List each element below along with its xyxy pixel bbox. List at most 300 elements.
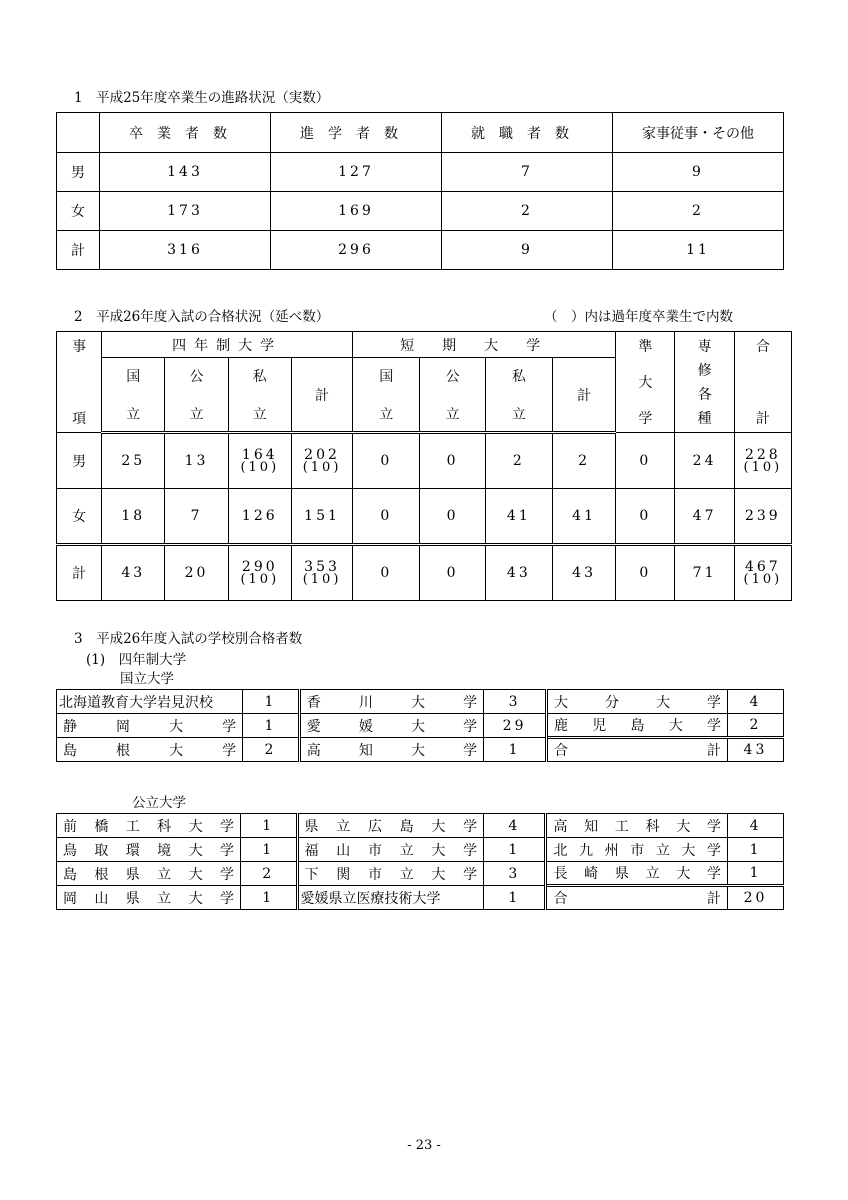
school-name [57,862,241,886]
name-char: 知 [584,818,599,835]
cell: 316 [100,231,271,270]
cell-value: 0 [446,565,459,581]
cell [291,545,352,601]
school-count: 4 [484,814,546,838]
cell [165,489,228,545]
cell: 143 [100,153,271,192]
name-char: 島 [63,866,77,883]
cell [102,545,165,601]
name-char: 学 [463,694,478,711]
name-char: 学 [463,742,478,759]
cell [552,545,615,601]
name-char: 学 [222,718,237,735]
sub-national-2: 立 [126,406,141,423]
cell-value: 18 [121,508,146,524]
name-char: 学 [707,866,722,882]
row-label: 計 [57,231,100,270]
name-char: 沢 [185,694,199,711]
section1-heading: 1 平成25年度卒業生の進路状況（実数） [74,90,330,106]
cell [552,433,615,489]
cell-value: 43 [121,565,146,581]
cell-value: 41 [506,508,531,524]
header-further-study: 進学者数 [271,113,442,153]
cell-value: 0 [446,508,459,524]
cell-value: 2 [512,453,525,469]
cell: 296 [271,231,442,270]
col-sen-4: 種 [697,411,712,427]
cell-value: 164 [241,447,278,463]
cell-value: 24 [692,452,717,469]
name-char: 県 [328,890,343,907]
name-char: 立 [655,842,670,859]
cell [102,433,165,489]
name-char: 市 [630,842,645,859]
name-char: 学 [463,842,478,859]
name-char: 根 [94,866,109,883]
school-count: 1 [484,738,547,762]
school-name-text [547,863,727,883]
cell-value: 0 [380,453,393,469]
sub-private-2: 立 [252,406,267,423]
cell-value: 353 [304,559,340,575]
section2-heading: 2 平成26年度入試の合格状況（延べ数） [74,309,330,325]
name-char: 工 [614,818,629,835]
school-count: 1 [484,886,546,910]
school-count: 3 [484,690,547,714]
cell [228,489,291,545]
name-char: 療 [370,890,385,907]
cell-value: 126 [241,508,278,524]
name-char: 大 [188,842,203,859]
name-char: 県 [125,866,140,883]
sub-total: 計 [291,358,352,433]
name-char: 島 [63,742,77,759]
name-char: 岡 [116,718,131,735]
group-junior-college: 短期大学 [353,332,616,358]
cell [420,545,485,601]
cell: 9 [613,153,784,192]
school-name [57,814,241,838]
name-char: 分 [604,694,619,711]
name-char: 前 [63,818,77,835]
cell [165,545,228,601]
cell [102,489,165,545]
name-char: 橋 [94,818,109,835]
name-char: 科 [645,818,660,835]
school-name-text [57,816,240,836]
school-name-text [548,715,727,735]
cell [353,433,420,489]
cell-paren: (10) [240,572,280,587]
school-count: 1 [243,714,300,738]
name-char: 工 [125,818,140,835]
cell [353,545,420,601]
cell [485,433,552,489]
cell: 2 [613,192,784,231]
sub-national-1: 国 [126,368,141,385]
name-char: 大 [655,694,670,711]
cell-value: 47 [692,508,717,524]
cell-paren: (10) [302,460,342,475]
name-char: 島 [630,718,645,734]
sub-private-1: 私 [252,368,267,385]
public-univ-label: 公立大学 [132,795,186,811]
name-char: 香 [306,694,321,711]
name-char: 大 [188,866,203,883]
corner-cell [57,113,100,153]
name-char: 大 [431,866,446,883]
name-char: 学 [219,866,234,883]
cell-paren: (10) [743,459,783,475]
section2-note: （ ）内は過年度卒業生で内数 [544,309,733,325]
school-count: 4 [727,690,783,714]
sub-public-2: 立 [445,406,460,423]
school-name [546,838,728,862]
name-char: 大 [188,890,203,907]
name-char: 境 [157,842,172,859]
school-count: 1 [241,814,298,838]
name-char: 川 [358,694,373,711]
national-univ-label: 国立大学 [120,671,174,687]
cell [420,433,485,489]
name-char: 北 [553,842,568,859]
cell [675,545,734,601]
name-char: 学 [426,890,441,907]
name-char: 知 [358,742,373,759]
name-char: 県 [125,890,140,907]
cell [291,489,352,545]
col-total [734,332,791,433]
school-count: 1 [484,838,546,862]
name-char: 教 [101,694,115,711]
name-char: 技 [384,890,399,907]
name-char: 市 [367,842,382,859]
cell-value: 7 [190,508,203,524]
cell-value: 20 [184,565,209,581]
total-label [547,738,728,762]
school-count: 20 [728,886,784,910]
sub-public-1: 公 [189,368,204,385]
cell [734,545,791,601]
school-name-text [299,864,484,884]
school-name-text [299,816,484,836]
cell [734,433,791,489]
cell [291,433,352,489]
name-char: 学 [706,718,721,734]
school-name [57,838,241,862]
corner-cell [57,332,102,433]
name-char: 下 [304,866,319,883]
name-char: 立 [399,866,414,883]
cell [675,433,734,489]
school-name-text [547,840,727,860]
name-char: 育 [115,694,129,711]
cell-value: 0 [639,565,652,581]
name-char: 学 [219,842,234,859]
cell [228,433,291,489]
name-char: 市 [367,866,382,883]
cell: 7 [442,153,613,192]
row-label: 女 [57,489,102,545]
header-employed: 就職者数 [442,113,613,153]
cell-paren: (10) [743,572,783,587]
name-char: 媛 [358,718,373,735]
name-char: 大 [676,866,691,882]
name-char: 州 [604,842,619,859]
school-count: 3 [484,862,546,886]
cell [616,545,675,601]
section3-heading: 3 平成26年度入試の学校別合格者数 [74,631,303,647]
name-char: 大 [681,842,696,859]
name-char: 海 [73,694,87,711]
name-char: 学 [222,742,237,759]
name-char: 学 [143,694,157,711]
school-name-text [547,816,727,836]
col-sen-3: 各 [697,387,712,403]
school-name-text [57,716,242,736]
name-char: 媛 [314,890,329,907]
name-char: 学 [707,842,722,859]
sub-private-1: 私 [511,368,526,385]
name-char: 大 [668,718,683,734]
name-char: 静 [63,718,77,735]
cell-value: 0 [639,452,652,469]
cell-value: 43 [572,565,596,581]
name-char: 立 [157,866,172,883]
row-label: 計 [57,545,102,601]
cell [165,433,228,489]
cell [485,489,552,545]
school-count: 1 [241,838,298,862]
cell-value: 467 [744,559,781,575]
name-char: 県 [614,866,629,882]
cell-paren: (10) [302,572,342,587]
corner-top: 事 [72,339,87,355]
cell-value: 41 [572,508,596,524]
name-char: 高 [306,742,321,759]
total-label [546,886,728,910]
name-char: 鹿 [554,718,568,734]
name-char: 大 [411,742,426,759]
cell: 9 [442,231,613,270]
cell [552,489,615,545]
row-label: 女 [57,192,100,231]
name-char: 取 [94,842,109,859]
school-name-text [301,692,483,712]
school-name [546,814,728,838]
name-char: 大 [169,718,184,735]
name-char: 愛 [306,718,321,735]
col-sen-2: 修 [697,363,712,379]
name-char: 九 [579,842,594,859]
graduate-status-table [56,112,784,270]
name-char: 術 [398,890,413,907]
name-char: 大 [411,694,426,711]
page-number: - 23 - [407,1138,441,1153]
name-char: 計 [706,743,721,759]
name-char: 愛 [300,890,315,907]
school-count: 29 [484,714,547,738]
school-count: 1 [243,690,300,714]
school-name [297,886,484,910]
school-name [57,886,241,910]
school-name-text [57,740,242,760]
name-char: 大 [554,694,568,711]
name-char: 立 [399,842,414,859]
admission-results-table [56,331,792,601]
school-name [299,690,483,714]
name-char: 立 [336,818,351,835]
name-char: 合 [554,743,568,759]
school-name-text [299,888,484,908]
cell: 127 [271,153,442,192]
sub-public-2: 立 [189,406,204,423]
name-char: 計 [707,891,722,907]
name-char: 学 [463,866,478,883]
cell [420,489,485,545]
header-graduates: 卒業者数 [100,113,271,153]
cell [353,489,420,545]
col-jun-2: 大 [638,375,653,391]
name-char: 科 [157,818,172,835]
cell-value: 0 [380,565,393,581]
sub-national-2: 立 [379,406,394,423]
school-count: 2 [243,738,300,762]
name-char: 校 [199,694,213,711]
name-char: 大 [129,694,143,711]
col-total-2: 計 [755,411,770,427]
school-name-text [301,716,483,736]
name-char: 岩 [157,694,171,711]
name-char: 岡 [63,890,77,907]
sub-private [228,358,291,433]
name-char: 学 [463,818,478,835]
cell-value: 2 [578,453,591,469]
name-char: 広 [367,818,382,835]
school-name [299,738,483,762]
name-char: 学 [463,718,478,735]
name-char: 北 [59,694,73,711]
col-jun-3: 学 [638,411,653,427]
name-char: 山 [94,890,109,907]
school-name-text [299,840,484,860]
cell-value: 71 [692,565,717,581]
col-jun-1: 準 [638,339,653,355]
school-name [547,690,728,714]
cell-value: 290 [241,559,278,575]
col-sen-1: 専 [697,339,712,355]
name-char: 立 [342,890,357,907]
name-char: 合 [553,891,568,907]
school-name [57,738,243,762]
school-name-text [57,888,240,908]
cell [616,489,675,545]
cell: 11 [613,231,784,270]
sub-public [420,358,485,433]
school-count: 2 [727,714,783,738]
school-name [297,862,484,886]
school-count: 1 [241,886,298,910]
name-char: 学 [219,890,234,907]
school-name [547,714,728,738]
name-char: 大 [431,842,446,859]
school-name [299,714,483,738]
sub-national-1: 国 [379,368,394,385]
name-char: 福 [304,842,319,859]
school-name [57,714,243,738]
cell-value: 151 [304,508,340,524]
cell [485,545,552,601]
col-jun [616,332,675,433]
corner-bottom: 項 [72,411,87,427]
school-name-text [547,888,727,908]
name-char: 学 [707,818,722,835]
name-char: 環 [125,842,140,859]
school-count: 43 [727,738,783,762]
cell-value: 13 [184,453,209,469]
name-char: 崎 [584,866,599,882]
name-char: 大 [412,890,427,907]
cell-value: 0 [380,508,393,524]
school-name [297,838,484,862]
cell-value: 0 [446,453,459,469]
name-char: 大 [188,818,203,835]
cell [675,489,734,545]
name-char: 長 [553,866,568,882]
sub-private [485,358,552,433]
row-label: 男 [57,153,100,192]
header-other: 家事従事・その他 [613,113,784,153]
name-char: 道 [87,694,101,711]
school-name [57,690,243,714]
name-char: 鳥 [63,842,77,859]
cell [734,489,791,545]
cell: 169 [271,192,442,231]
name-char: 関 [336,866,351,883]
sub-national [353,358,420,433]
name-char: 根 [116,742,131,759]
public-university-table [56,813,784,910]
cell: 2 [442,192,613,231]
name-char: 大 [169,742,184,759]
name-char: 立 [645,866,660,882]
sub-public [165,358,228,433]
cell-value: 25 [121,453,146,469]
school-name [546,862,728,886]
school-count: 1 [728,838,784,862]
name-char: 県 [304,818,319,835]
name-char: 児 [592,718,607,734]
name-char: 山 [336,842,351,859]
school-count: 4 [728,814,784,838]
sub-public-1: 公 [445,368,460,385]
school-name-text [57,840,240,860]
cell-value: 228 [744,446,781,463]
school-count: 2 [241,862,298,886]
school-name-text [548,692,727,712]
name-char: 大 [676,818,691,835]
cell [616,433,675,489]
col-total-1: 合 [755,339,770,355]
school-name-text [57,692,242,712]
row-label: 男 [57,433,102,489]
name-char: 立 [157,890,172,907]
name-char: 島 [399,818,414,835]
cell-value: 239 [744,508,781,524]
sub-total: 計 [552,358,615,433]
group-4yr: 四年制大学 [102,332,353,358]
name-char: 見 [171,694,185,711]
